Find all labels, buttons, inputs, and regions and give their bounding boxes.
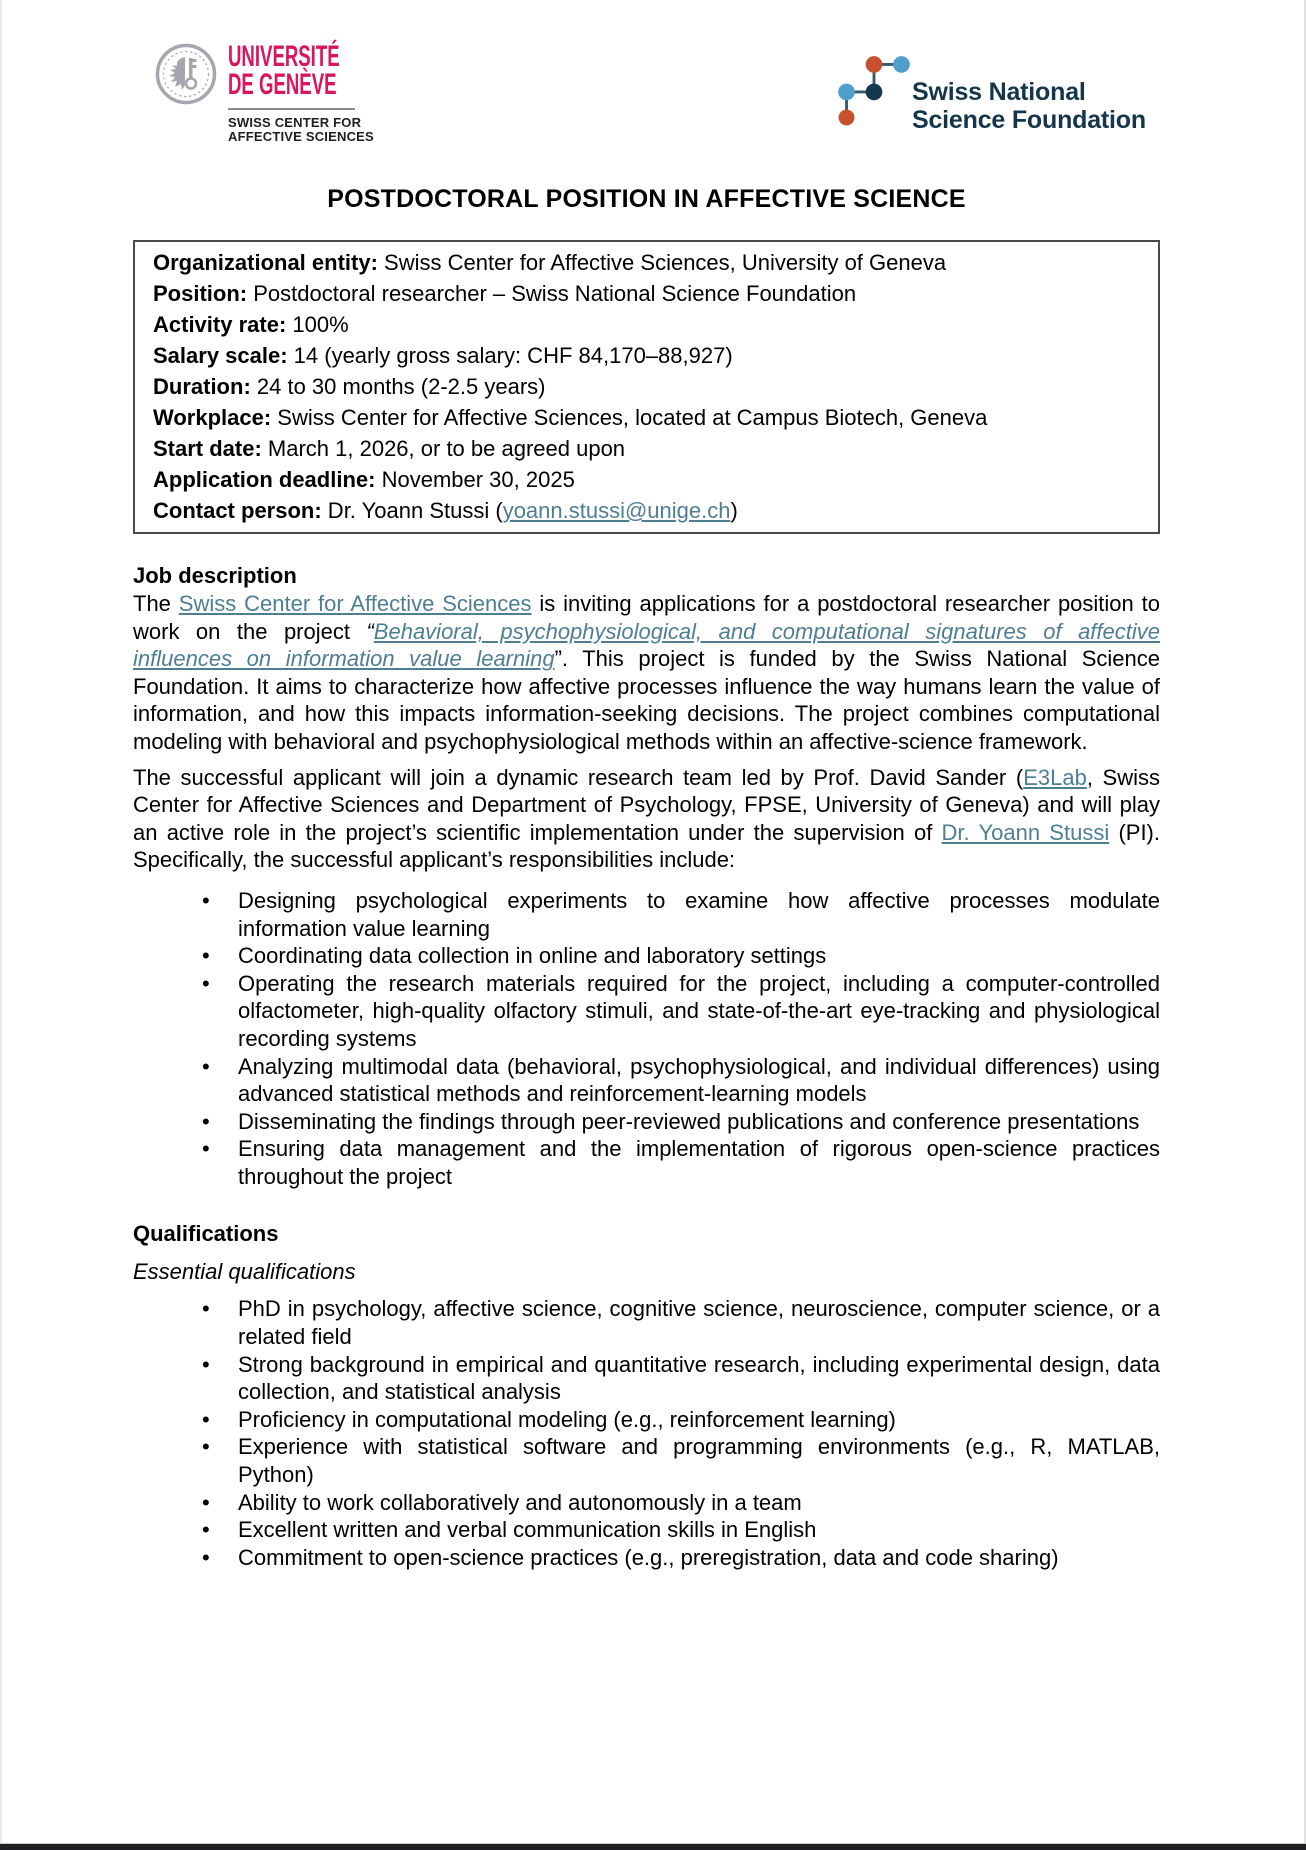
text-run: Swiss Center for Affective Sciences, located at Campus Biotech, Geneva (271, 405, 988, 430)
text-run: Application deadline: (153, 467, 376, 492)
bullet-item: • Strong background in empirical and quantitative research, including experimental design, data collection, and statistical analysis (133, 1351, 1160, 1406)
snsf-dots-icon (838, 54, 910, 128)
bullet-item: • Disseminating the findings through peer-reviewed publications and conference presentations (133, 1108, 1160, 1136)
bullet-item: • Analyzing multimodal data (behavioral, psychophysiological, and individual differences) using advanced statistical methods and reinforcement-learning models (133, 1053, 1160, 1108)
document-header (133, 0, 1160, 148)
text-run: Postdoctoral researcher – Swiss National Science Foundation (247, 281, 857, 306)
bullet-item: • Experience with statistical software and programming environments (e.g., R, MATLAB, Python) (133, 1433, 1160, 1488)
inline-link[interactable]: Dr. Yoann Stussi (941, 819, 1110, 845)
details-row (153, 433, 1142, 464)
bullet-item: • Designing psychological experiments to examine how affective processes modulate information value learning (133, 887, 1160, 942)
job-description-paragraphs (133, 590, 1160, 874)
bullet-item: • Operating the research materials required for the project, including a computer-controlled olfactometer, high-quality olfactory stimuli, and state-of-the-art eye-tracking and physiological recording systems (133, 970, 1160, 1053)
inline-link[interactable]: E3Lab (1023, 764, 1087, 790)
text-run: Duration: (153, 374, 251, 399)
text-run: Salary scale: (153, 343, 288, 368)
text-run: 100% (286, 312, 349, 337)
bullet-item: • Ability to work collaboratively and autonomously in a team (133, 1489, 1160, 1517)
text-run: Activity rate: (153, 312, 287, 337)
job-description-heading: Job description (133, 563, 297, 588)
text-run: 14 (yearly gross salary: CHF 84,170–88,927) (287, 343, 733, 368)
unige-center-name (228, 116, 408, 144)
unige-wordmark-line1: UNIVERSITÉ (228, 40, 340, 73)
bullet-item: • PhD in psychology, affective science, cognitive science, neuroscience, computer science, or a related field (133, 1295, 1160, 1350)
text-run: The successful applicant will join a dynamic research team led by Prof. David Sander ( (133, 764, 1024, 790)
bullet-item: • Proficiency in computational modeling (e.g., reinforcement learning) (133, 1406, 1160, 1434)
document-page (133, 0, 1160, 1571)
bullet-item: • Excellent written and verbal communication skills in English (133, 1516, 1160, 1544)
bullet-item: • Commitment to open-science practices (e.g., preregistration, data and code sharing) (133, 1544, 1160, 1572)
text-run: , Swiss Center for Affective Sciences and Department of Psychology, FPSE, University of Geneva) and will play an active role in the project’s scientific implementation under the supervision of (133, 764, 1160, 845)
unige-logo (155, 41, 408, 144)
text-run: 24 to 30 months (2-2.5 years) (250, 374, 546, 399)
body-paragraph (133, 590, 1160, 756)
text-run: November 30, 2025 (375, 467, 575, 492)
snsf-wordmark-line1: Swiss National (912, 78, 1086, 106)
text-run: Contact person: (153, 498, 322, 523)
snsf-logo (838, 54, 1146, 134)
unige-center-line1: SWISS CENTER FOR (228, 115, 362, 130)
text-run: Workplace: (153, 405, 272, 430)
qualifications-heading: Qualifications (133, 1221, 279, 1247)
text-run: ) (730, 498, 738, 523)
bullet-item: • Ensuring data management and the implementation of rigorous open-science practices throughout the project (133, 1135, 1160, 1190)
details-row (153, 464, 1142, 495)
inline-link[interactable]: yoann.stussi@unige.ch (502, 498, 731, 523)
text-run: is inviting applications for a postdoctoral researcher position to work on the project (133, 591, 1160, 644)
text-run: ”. This project is funded by the Swiss National Science Foundation. It aims to characterize how affective processes influence the way humans learn the value of information, and how this impacts information-seeking decisions. The project combines computational modeling with behavioral and psychophysiological methods within an affective-science framework. (133, 646, 1160, 754)
details-row (153, 247, 1142, 278)
details-row (153, 402, 1142, 433)
details-row (153, 371, 1142, 402)
text-run: “ (366, 618, 374, 644)
inline-link[interactable]: Behavioral, psychophysiological, and computational signatures of affective influences on information value learning (133, 618, 1160, 672)
essential-qualifications-subheading: Essential qualifications (133, 1259, 356, 1285)
text-run: (PI). Specifically, the successful applicant’s responsibilities include: (133, 819, 1160, 873)
text-run: The (133, 591, 179, 616)
text-run: Dr. Yoann Stussi ( (321, 498, 503, 523)
unige-center-line2: AFFECTIVE SCIENCES (228, 129, 374, 144)
viewport-bottom-bar (0, 1843, 1306, 1850)
unige-logo-text (228, 40, 408, 144)
details-row (153, 495, 1142, 526)
text-run: March 1, 2026, or to be agreed upon (261, 436, 626, 461)
responsibilities-list (133, 887, 1160, 1191)
text-run: Start date: (153, 436, 262, 461)
unige-wordmark-line2: DE GENÈVE (228, 68, 337, 101)
document-title: POSTDOCTORAL POSITION IN AFFECTIVE SCIENCE (327, 185, 966, 213)
snsf-wordmark-line2: Science Foundation (912, 106, 1146, 134)
text-run: Swiss Center for Affective Sciences, University of Geneva (377, 250, 947, 275)
snsf-wordmark (912, 78, 1146, 134)
details-row (153, 278, 1142, 309)
details-row (153, 340, 1142, 371)
inline-link[interactable]: Swiss Center for Affective Sciences (178, 591, 532, 616)
unige-wordmark (228, 40, 340, 101)
unige-seal-icon (155, 43, 217, 105)
bullet-item: • Coordinating data collection in online and laboratory settings (133, 942, 1160, 970)
essential-qualifications-list (133, 1295, 1160, 1571)
unige-logo-divider (228, 108, 355, 110)
body-paragraph (133, 764, 1160, 874)
position-details-box (133, 240, 1160, 534)
text-run: Organizational entity: (153, 250, 378, 275)
text-run: Position: (153, 281, 248, 306)
details-row (153, 309, 1142, 340)
